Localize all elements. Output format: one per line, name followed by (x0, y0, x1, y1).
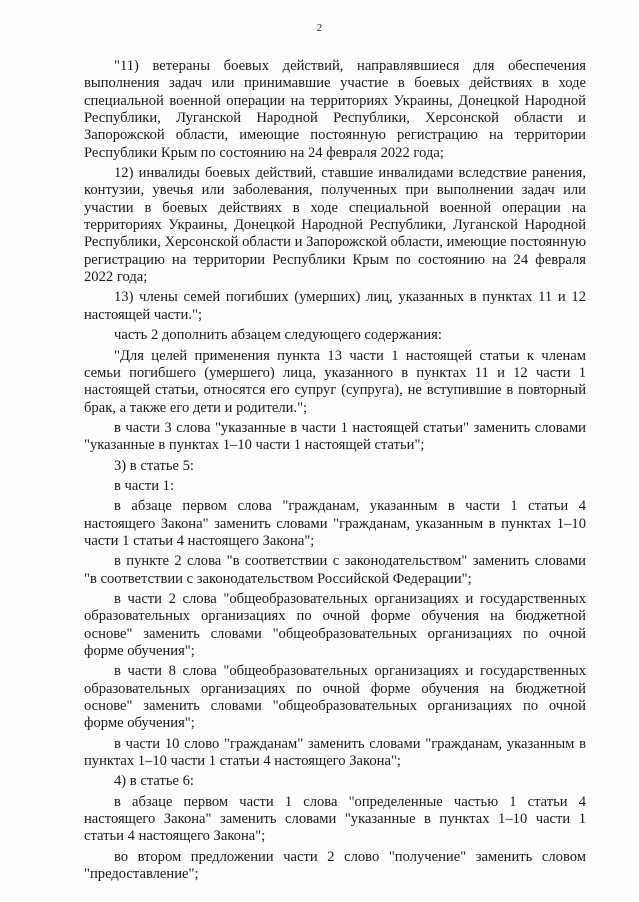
paragraph: "11) ветераны боевых действий, направлявшиеся для обеспечения выполнения задач или принимавшие участие в боевых действиях в ходе специальной военной операции на территориях Украины, Донецкой Народной Республики, Луганской Народной Республики, Херсонской области и Запорожской области, имеющие постоянную регистрацию на территории Республики Крым по состоянию на 24 февраля 2022 года; (84, 58, 586, 161)
paragraph: во втором предложении части 2 слово "получение" заменить словом "предоставление"; (84, 848, 586, 883)
page-number: 2 (316, 22, 323, 34)
paragraph: в части 1: (114, 477, 175, 494)
paragraph: 4) в статье 6: (114, 773, 194, 790)
paragraph: в части 8 слова "общеобразовательных организациях и государственных образовательных организациях по очной форме обучения на бюджетной основе" заменить словами "общеобразовательных организациях по очной форме обучения"; (84, 663, 586, 732)
paragraph: в части 10 слово "гражданам" заменить словами "гражданам, указанным в пунктах 1–10 части 1 статьи 4 настоящего Закона"; (84, 735, 586, 770)
paragraph: в части 3 слова "указанные в части 1 настоящей статьи" заменить словами "указанные в пунктах 1–10 части 1 настоящей статьи"; (84, 419, 586, 454)
paragraph: 12) инвалиды боевых действий, ставшие инвалидами вследствие ранения, контузии, увечья или заболевания, полученных при выполнении задач или участии в боевых действиях в ходе специальной военной операции на территориях Украины, Донецкой Народной Республики, Луганской Народной Республики, Херсонской области и Запорожской области, имеющие постоянную регистрацию на территории Республики Крым по состоянию на 24 февраля 2022 года; (84, 165, 586, 286)
paragraph: 13) члены семей погибших (умерших) лиц, указанных в пунктах 11 и 12 настоящей части."; (84, 289, 586, 323)
paragraph: часть 2 дополнить абзацем следующего содержания: (114, 327, 442, 344)
paragraph: "Для целей применения пункта 13 части 1 настоящей статьи к членам семьи погибшего (умершего) лица, указанного в пунктах 11 и 12 части 1 настоящей статьи, относятся его супруг (супруга), не вступившие в повторный брак, а также его дети и родители."; (84, 347, 586, 416)
paragraph: в части 2 слова "общеобразовательных организациях и государственных образовательных организациях по очной форме обучения на бюджетной основе" заменить словами "общеобразовательных организациях по очной форме обучения"; (84, 590, 586, 659)
paragraph: в абзаце первом слова "гражданам, указанным в части 1 статьи 4 настоящего Закона" заменить словами "гражданам, указанным в пунктах 1–10 части 1 статьи 4 настоящего Закона"; (84, 498, 586, 549)
paragraph: 3) в статье 5: (114, 457, 194, 474)
document-body (84, 58, 586, 883)
paragraph: в пункте 2 слова "в соответствии с законодательством" заменить словами "в соответствии с законодательством Российской Федерации"; (84, 553, 586, 587)
paragraph: в абзаце первом части 1 слова "определенные частью 1 статьи 4 настоящего Закона" заменить словами "указанные в пунктах 1–10 части 1 статьи 4 настоящего Закона"; (84, 793, 586, 845)
